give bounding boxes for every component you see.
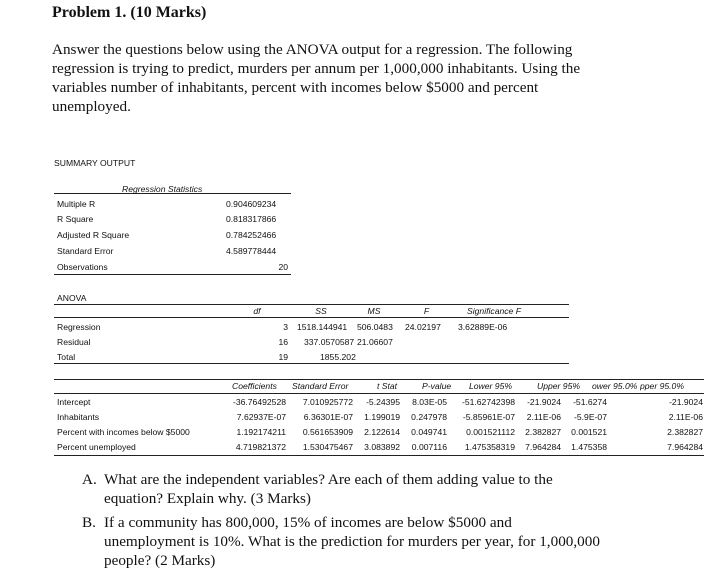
anova-row-label: Residual — [57, 337, 91, 347]
coef-value: 1.530475467 — [302, 442, 353, 452]
anova-ss: 337.0570587 — [304, 337, 355, 347]
coef-value: 7.62937E-07 — [236, 412, 286, 422]
question-letter: B. — [82, 514, 96, 531]
coef-header: pper 95.0% — [640, 381, 684, 391]
reg-stat-value: 0.904609234 — [226, 199, 277, 209]
anova-header-ss: SS — [315, 306, 327, 316]
coef-value: 1.192174211 — [236, 427, 286, 437]
reg-stat-value: 4.589778444 — [226, 246, 277, 256]
reg-stat-label: R Square — [57, 214, 94, 224]
reg-stat-label: Observations — [57, 262, 108, 272]
coef-value: -51.62742398 — [461, 397, 515, 407]
anova-df: 16 — [278, 337, 288, 347]
problem-title: Problem 1. (10 Marks) — [52, 4, 207, 21]
anova-row-label: Regression — [57, 322, 101, 332]
question-line: What are the independent variables? Are each of them adding value to the — [104, 471, 553, 488]
coef-value: 8.03E-05 — [412, 397, 447, 407]
coef-header: Coefficients — [232, 381, 277, 391]
coef-row-label: Percent unemployed — [57, 442, 136, 452]
coef-value: -36.76492528 — [232, 397, 286, 407]
coef-value: 0.001521 — [571, 427, 607, 437]
anova-title: ANOVA — [57, 293, 87, 303]
coef-value: 0.007116 — [411, 442, 447, 452]
question-line: equation? Explain why. (3 Marks) — [104, 490, 311, 507]
coef-value: 6.36301E-07 — [303, 412, 353, 422]
anova-row-label: Total — [57, 352, 76, 362]
question-line: unemployment is 10%. What is the prediction for murders per year, for 1,000,000 — [104, 533, 600, 550]
reg-stat-label: Adjusted R Square — [57, 230, 130, 240]
intro-line: unemployed. — [52, 98, 131, 115]
coef-value: 7.964284 — [667, 442, 703, 452]
coef-value: 0.001521112 — [466, 427, 515, 437]
coef-value: 7.010925772 — [302, 397, 353, 407]
anova-sig: 3.62889E-06 — [458, 322, 508, 332]
coef-value: 2.11E-06 — [668, 412, 703, 422]
coef-row-label: Intercept — [57, 397, 91, 407]
coef-value: 1.475358 — [571, 442, 607, 452]
reg-stats-header: Regression Statistics — [122, 184, 203, 194]
coef-row-label: Percent with incomes below $5000 — [57, 427, 190, 437]
anova-ms: 21.06607 — [357, 337, 393, 347]
coef-header: P-value — [422, 381, 452, 391]
coef-value: 1.199019 — [364, 412, 400, 422]
coef-header: ower 95.0% — [592, 381, 638, 391]
reg-stat-label: Standard Error — [57, 246, 114, 256]
coef-value: 7.964284 — [525, 442, 561, 452]
anova-f: 24.02197 — [405, 322, 441, 332]
coef-header: t Stat — [377, 381, 398, 391]
coef-value: 3.083892 — [364, 442, 400, 452]
anova-ss: 1518.144941 — [297, 322, 348, 332]
anova-df: 3 — [283, 322, 288, 332]
question-line: people? (2 Marks) — [104, 552, 216, 569]
anova-ms: 506.0483 — [357, 322, 393, 332]
coef-value: -51.6274 — [573, 397, 607, 407]
coef-value: -21.9024 — [669, 397, 703, 407]
summary-output-title: SUMMARY OUTPUT — [54, 158, 136, 168]
coef-value: 2.382827 — [667, 427, 703, 437]
coef-value: 1.475358319 — [464, 442, 515, 452]
coef-value: 2.122614 — [364, 427, 400, 437]
question-letter: A. — [82, 471, 97, 488]
anova-header-sig: Significance F — [467, 306, 521, 316]
anova-header-df: df — [253, 306, 261, 316]
coef-value: -21.9024 — [527, 397, 561, 407]
intro-paragraph — [52, 40, 652, 116]
coef-row-label: Inhabitants — [57, 412, 100, 422]
anova-header-f: F — [423, 306, 430, 316]
reg-stat-value: 0.784252466 — [226, 230, 277, 240]
coef-header: Standard Error — [292, 381, 349, 391]
intro-line: variables number of inhabitants, percent with incomes below $5000 and percent — [52, 79, 539, 96]
anova-header-ms: MS — [367, 306, 381, 316]
question-line: If a community has 800,000, 15% of incomes are below $5000 and — [104, 514, 512, 531]
coef-value: 2.382827 — [525, 427, 561, 437]
coef-header: Lower 95% — [469, 381, 512, 391]
reg-stat-label: Multiple R — [57, 199, 96, 209]
anova-df: 19 — [278, 352, 288, 362]
coef-value: 0.049741 — [411, 427, 447, 437]
coef-value: 2.11E-06 — [526, 412, 561, 422]
coef-value: 0.561653909 — [302, 427, 353, 437]
anova-ss: 1855.202 — [320, 352, 356, 362]
reg-stat-value: 20 — [278, 262, 288, 272]
coef-value: -5.85961E-07 — [462, 412, 515, 422]
coef-value: -5.9E-07 — [574, 412, 607, 422]
intro-line: Answer the questions below using the ANOVA output for a regression. The following — [52, 41, 573, 58]
intro-line: regression is trying to predict, murders per annum per 1,000,000 inhabitants. Using the — [52, 60, 581, 77]
coef-value: 4.719821372 — [235, 442, 286, 452]
coef-value: -5.24395 — [366, 397, 400, 407]
coef-value: 0.247978 — [411, 412, 447, 422]
coef-header: Upper 95% — [537, 381, 580, 391]
reg-stat-value: 0.818317866 — [226, 214, 277, 224]
